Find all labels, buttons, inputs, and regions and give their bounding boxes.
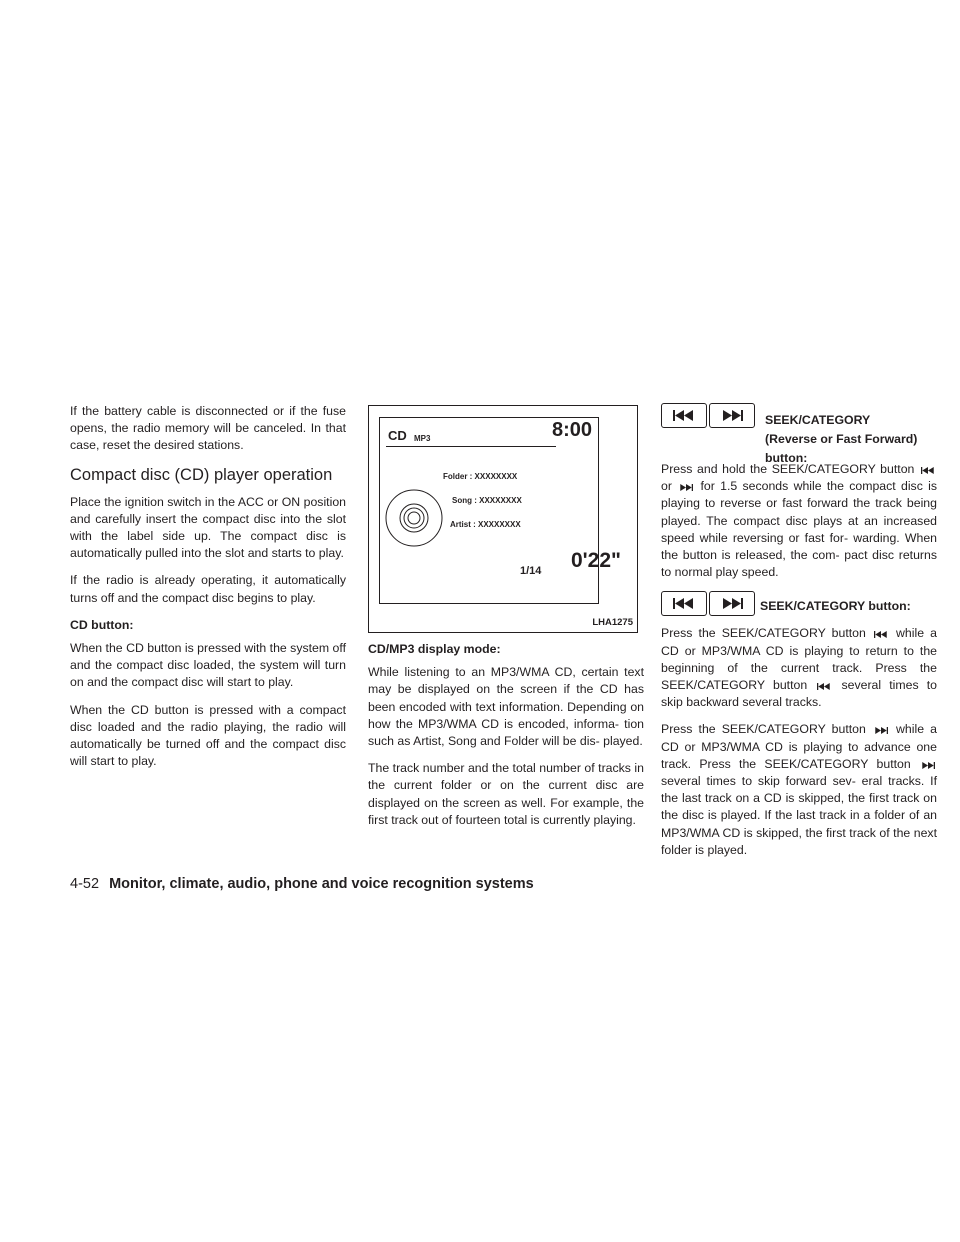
seek-buttons	[661, 591, 755, 616]
display-mode-paragraph-2: The track number and the total number of tracks in the current folder or on the current disc are displayed on the screen as well. For example, the first track out of fourteen total is currently playing.	[368, 761, 644, 827]
middle-column	[368, 403, 644, 839]
left-column	[70, 403, 346, 780]
header-divider	[386, 446, 556, 447]
skip-next-key	[709, 403, 755, 428]
text: while a CD or MP3/WMA CD is playing to return to the beginning of the current track. Press the SEEK/CATEGORY button	[661, 626, 937, 693]
text: Press the SEEK/CATEGORY button	[661, 722, 866, 737]
source-label: CD	[388, 428, 407, 443]
insert-disc-paragraph: Place the ignition switch in the ACC or ON position and carefully insert the compact disc into the slot with the label side up. The compact disc is automatically pulled into the slot and starts to play.	[70, 494, 346, 561]
text: for 1.5 seconds while the compact disc is playing to reverse or fast forward the track being played. The compact disc plays at an increased speed while reversing or fast for- warding. When the button is released, the com- pact disc returns to normal play speed.	[661, 479, 938, 580]
battery-note: If the battery cable is disconnected or if the fuse opens, the radio memory will be canceled. In that case, reset the desired stations.	[70, 404, 346, 453]
elapsed-time: 0'22"	[571, 549, 621, 572]
compact-disc-icon	[384, 488, 444, 548]
cd-button-paragraph-2: When the CD button is pressed with a compact disc loaded and the radio playing, the radio will automatically be turned off and the compact disc will start to play.	[70, 702, 346, 769]
cd-display-figure	[368, 405, 638, 633]
seek-title-line-2: (Reverse or Fast Forward)	[765, 432, 918, 446]
section-heading: Compact disc (CD) player operation	[70, 465, 333, 484]
skip-next-icon	[679, 483, 693, 492]
text: or	[661, 479, 672, 494]
seek-title-line-3: button:	[765, 451, 808, 465]
skip-next-key	[709, 591, 755, 616]
seek-hold-paragraph	[661, 461, 937, 581]
clock: 8:00	[551, 419, 592, 441]
skip-previous-key	[661, 591, 707, 616]
skip-next-icon	[721, 410, 743, 421]
format-label: MP3	[414, 434, 431, 443]
text: several times to skip forward sev- eral tracks. If the last track on a CD is skipped, the first track on the disc is played. If the last track in a folder of an MP3/WMA CD is skipped, the first track of the next folder is played.	[661, 774, 937, 857]
seek-buttons	[661, 403, 755, 428]
seek-title	[765, 411, 917, 468]
skip-previous-icon	[874, 630, 888, 639]
skip-next-icon	[721, 598, 743, 609]
page-footer	[70, 876, 534, 892]
cd-button-paragraph-1: When the CD button is pressed with the system off and the compact disc loaded, the system will turn on and the compact disc will start to play.	[70, 641, 346, 690]
display-mode-paragraph-1: While listening to an MP3/WMA CD, certain text may be displayed on the screen if the CD has been encoded with text information. Depending on how the MP3/WMA CD is encoded, informa- tion such as Artist, Song and Folder will be dis- played.	[368, 665, 644, 749]
skip-next-icon	[921, 761, 935, 770]
page-number: 4-52	[70, 876, 100, 892]
cd-button-heading: CD button:	[70, 617, 134, 632]
text: while a CD or MP3/WMA CD is playing to advance one track. Press the SEEK/CATEGORY button	[661, 722, 937, 771]
skip-previous-key	[661, 403, 707, 428]
seek-category-heading	[661, 591, 937, 621]
seek-title-line-1: SEEK/CATEGORY	[765, 413, 871, 427]
text: several times to skip backward several tracks.	[661, 678, 938, 710]
seek-reverse-forward-heading	[661, 403, 937, 465]
artist-text: Artist : XXXXXXXX	[450, 520, 521, 529]
display-mode-heading: CD/MP3 display mode:	[368, 642, 501, 656]
seek-back-paragraph	[661, 625, 937, 711]
figure-code: LHA1275	[592, 616, 633, 628]
skip-previous-icon	[673, 410, 695, 421]
text: Press the SEEK/CATEGORY button	[661, 626, 866, 641]
seek-category-title: SEEK/CATEGORY button:	[760, 599, 911, 614]
text: Press and hold the SEEK/CATEGORY button	[661, 462, 915, 476]
skip-previous-icon	[673, 598, 695, 609]
radio-operating-paragraph: If the radio is already operating, it automatically turns off and the compact disc begins to play.	[70, 573, 346, 605]
skip-previous-icon	[817, 682, 831, 691]
chapter-title: Monitor, climate, audio, phone and voice recognition systems	[109, 876, 534, 892]
track-number: 1/14	[520, 565, 542, 577]
seek-forward-paragraph	[661, 721, 937, 859]
folder-text: Folder : XXXXXXXX	[443, 472, 518, 481]
right-column	[661, 403, 937, 869]
display-screen	[379, 417, 621, 604]
song-text: Song : XXXXXXXX	[452, 496, 522, 505]
skip-previous-icon	[921, 466, 935, 475]
skip-next-icon	[874, 726, 888, 735]
